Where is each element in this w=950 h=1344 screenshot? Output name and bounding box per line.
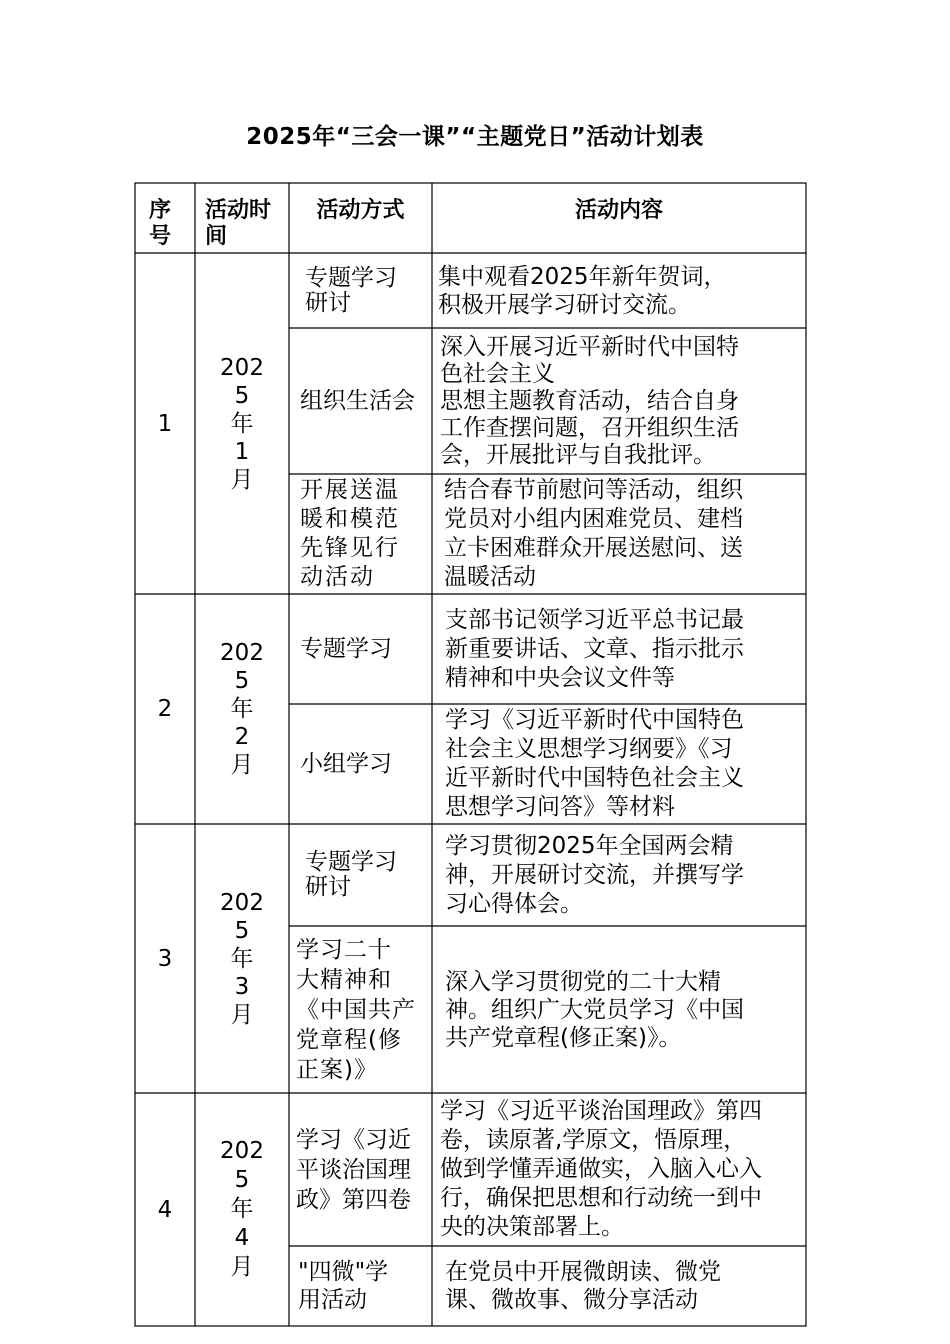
method-cell: 小组学习 — [300, 751, 392, 777]
method-cell: "四微"学 用活动 — [298, 1259, 389, 1313]
header-time: 活动时 间 — [205, 198, 272, 249]
content-cell: 集中观看2025年新年贺词， 积极开展学习研讨交流。 — [438, 263, 727, 318]
content-cell: 学习贯彻2025年全国两会精 神，开展研讨交流，并撰写学 习心得体会。 — [445, 832, 744, 917]
method-cell: 专题学习 — [300, 636, 392, 662]
document-title: 2025年“三会一课”“主题党日”活动计划表 — [246, 124, 704, 150]
content-cell: 在党员中开展微朗读、微党 课、微故事、微分享活动 — [445, 1259, 721, 1313]
time-cell: 202 5 年 3 月 — [220, 889, 264, 1028]
header-method: 活动方式 — [316, 198, 405, 223]
seq-cell: 2 — [157, 696, 173, 722]
method-cell: 开展送温 暖和模范 先锋见行 动活动 — [300, 477, 400, 590]
time-cell: 202 5 年 2 月 — [220, 640, 264, 778]
method-cell: 学习《习近 平谈治国理 政》第四卷 — [296, 1126, 411, 1213]
seq-cell: 3 — [157, 945, 173, 972]
header-seq: 序 号 — [148, 198, 171, 249]
method-cell: 组织生活会 — [300, 388, 415, 414]
content-cell: 结合春节前慰问等活动，组织 党员对小组内困难党员、建档 立卡困难群众开展送慰问、送 温暖活动 — [444, 477, 743, 590]
header-content: 活动内容 — [574, 198, 663, 223]
content-cell: 深入学习贯彻党的二十大精 神。组织广大党员学习《中国 共产党章程(修正案)》。 — [445, 968, 744, 1051]
content-cell: 学习《习近平新时代中国特色 社会主义思想学习纲要》《习 近平新时代中国特色社会主义 思想学习问答》等材料 — [445, 707, 744, 820]
seq-cell: 4 — [157, 1196, 173, 1223]
content-cell: 支部书记领学习近平总书记最 新重要讲话、文章、指示批示 精神和中央会议文件等 — [445, 606, 744, 691]
method-cell: 学习二十 大精神和 《中国共产 党章程(修 正案)》 — [296, 936, 416, 1083]
seq-cell: 1 — [157, 410, 173, 437]
content-cell: 学习《习近平谈治国理政》第四 卷，读原著,学原文，悟原理， 做到学懂弄通做实，入脑入心入 行，确保把思想和行动统一到中 央的决策部署上。 — [440, 1098, 762, 1240]
time-cell: 202 5 年 1 月 — [220, 354, 264, 493]
method-cell: 专题学习 研讨 — [305, 264, 397, 316]
content-cell: 深入开展习近平新时代中国特 色社会主义 思想主题教育活动，结合自身 工作查摆问题，召开组织生活 会，开展批评与自我批评。 — [440, 333, 739, 468]
time-cell: 202 5 年 4 月 — [220, 1138, 264, 1280]
method-cell: 专题学习 研讨 — [305, 849, 397, 900]
